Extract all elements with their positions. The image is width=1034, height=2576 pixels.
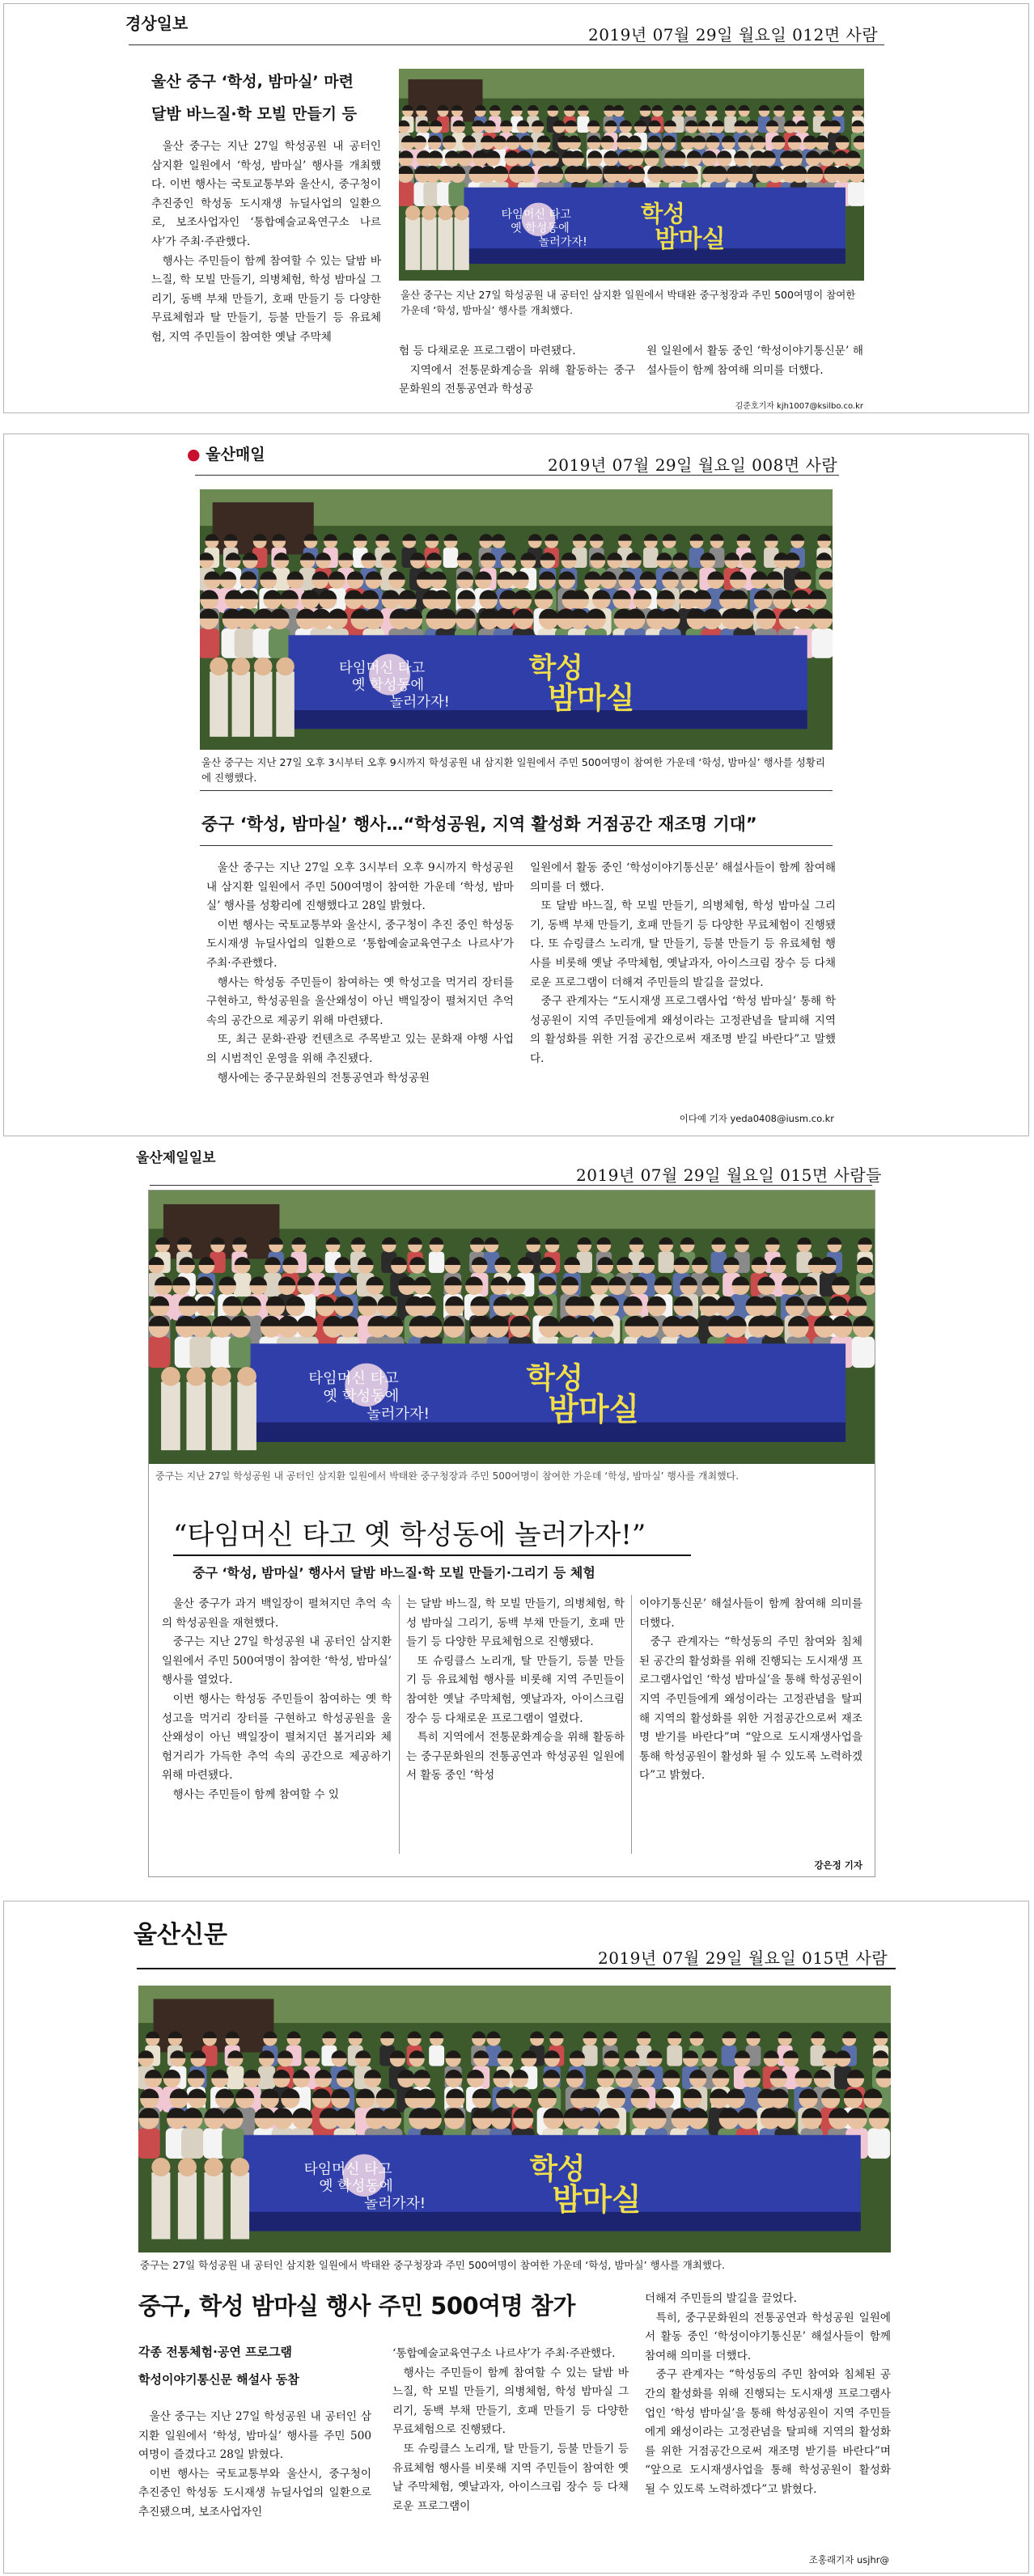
person-body — [232, 671, 251, 737]
person-body — [258, 2066, 275, 2089]
person-body — [161, 1382, 180, 1451]
person-face — [151, 2158, 170, 2176]
headline: “타임머신 타고 옛 학성동에 놀러가자!” — [173, 1519, 646, 1551]
person-body — [399, 182, 414, 206]
clip-gyeongsang-ilbo — [3, 3, 1029, 413]
article-column-1: 울산 중구가 과거 백일장이 펼쳐지던 추억 속의 학성공원을 재현했다. 중구는 지난 27일 학성공원 내 공터인 삼지환 일원에서 주민 500여명이 참여한 ‘학성, 밤마실’ 행사를 열었다. 이번 행사는 학성동 주민들이 참여하는 옛 학성고을 먹거리 장터를 구현하고 학성공원을 울산왜성이 아닌 백일장이 펼쳐지던 볼거리와 체험거리가 가득한 추억 속의 공간으로 제공하기 위해 마련됐다. 행사는 주민들이 함께 참여할 수 있 — [162, 1597, 392, 1801]
person-face — [186, 1367, 206, 1386]
banner-title-line1: 학성 — [526, 1360, 583, 1396]
column-divider — [631, 1595, 632, 1854]
crowd-photo-graphic — [138, 1986, 891, 2252]
person-body — [212, 1382, 231, 1451]
person-body — [454, 217, 468, 270]
person-body — [405, 217, 420, 270]
person-body — [722, 2045, 737, 2066]
clip-ulsan-maeil — [3, 434, 1029, 1136]
brand-dot-icon: ● — [187, 446, 201, 463]
person-body — [852, 1337, 875, 1368]
person-face — [254, 658, 273, 676]
banner-slogan-line3: 놀러가자! — [364, 2195, 426, 2213]
headline: 중구, 학성 밤마실 행사 주민 500여명 참가 — [138, 2292, 575, 2320]
person-body — [149, 1337, 171, 1368]
article-column-2: ‘통합예술교육연구소 나르샤’가 주최·주관했다. 행사는 주민들이 함께 참여할 수 있는 달밤 바느질, 학 모빌 만들기, 의병체험, 학성 밤마실 그리기, 동백 부채 만들기, 호패 만들기 등 다양한 무료체험으로 진행됐다. 또 슈링클스 노리개, 탈 만들기, 등불 만들기 등 유료체험 행사를 비롯해 지역 주민들이 참여한 옛날 주막체험, 옛날과자, 아이스크림 장수 등 다채로운 프로그램이 — [392, 2347, 629, 2513]
photo-caption: 울산 중구는 지난 27일 오후 3시부터 오후 9시까지 학성공원 내 삼지환 일원에서 주민 500여명이 참여한 가운데 ‘학성, 밤마실’ 행사를 성황리에 진행했다. — [201, 756, 825, 784]
clip-ulsan-sinmun — [3, 1901, 1029, 2574]
subheadline: 중구 ‘학성, 밤마실’ 행사서 달밤 바느질·학 모빌 만들기·그리기 등 체험 — [193, 1565, 595, 1580]
dateline: 2019년 07월 29일 월요일 008면 사람 — [548, 455, 838, 475]
person-body — [429, 1252, 444, 1273]
person-body — [438, 217, 452, 270]
person-body — [222, 2128, 244, 2159]
banner-title-line2: 밤마실 — [548, 1392, 640, 1429]
article-column-2: 일원에서 활동 중인 ‘학성이야기통신문’ 해설사들이 함께 참여해 의미를 더 했다. 또 달밤 바느질, 학 모빌 만들기, 의병체험, 학성 밤마실 그리기, 동백 부채 만들기, 호패 만들기 등 다양한 무료체험이 진행됐다. 또 슈링클스 노리개, 탈 만들기, 등불 만들기 등 유료체험 행사를 비롯해 옛날 주막체험, 옛날과자, 아이스크림 장수 등 다채로운 프로그램이 더해져 주민들의 발길을 끌었다. 중구 관계자는 “도시재생 프로그램사업 ‘학성 밤마실’ 통해 학성공원이 지역 주민들에게 왜성이라는 고정관념을 탈피해 지역의 활성화를 위한 거점 공간으로써 재조명 받길 바란다”고 말했다. — [530, 861, 836, 1065]
person-body — [848, 182, 864, 206]
person-face — [405, 205, 420, 220]
person-body — [204, 2172, 222, 2240]
banner-slogan-line2: 옛 학성동에 — [323, 1387, 400, 1405]
byline: 조홍래기자 usjhr@ — [808, 2554, 889, 2565]
person-face — [212, 1367, 231, 1386]
person-body — [151, 2172, 170, 2240]
person-body — [237, 1382, 256, 1451]
masthead: ● 울산매일 — [187, 446, 265, 463]
photo-caption: 울산 중구는 지난 27일 학성공원 내 공터인 삼지환 일원에서 박태완 중구청장과 주민 500여명이 참여한 가운데 ‘학성, 밤마실’ 행사를 개최했다. — [400, 289, 856, 316]
person-face — [438, 205, 452, 220]
dateline-rule — [195, 475, 839, 476]
banner-slogan-line3: 놀러가자! — [367, 1405, 430, 1423]
byline: 이다예 기자 yeda0408@iusm.co.kr — [679, 1113, 834, 1124]
banner-slogan-line1: 타임머신 타고 — [303, 2160, 392, 2178]
article-column-2: 험 등 다채로운 프로그램이 마련됐다. 지역에서 전통문화계승을 위해 활동하는 중구문화원의 전통공연과 학성공 — [399, 345, 635, 396]
clip-ulsan-jeil-ilbo — [0, 1136, 1034, 1889]
person-body — [189, 1337, 212, 1368]
person-face — [231, 2158, 249, 2176]
person-face — [454, 205, 468, 220]
caption-rule — [200, 790, 833, 791]
banner-title-line1: 학성 — [529, 2152, 586, 2186]
byline: 강은정 기자 — [814, 1859, 862, 1871]
person-body — [210, 671, 228, 737]
person-body — [231, 2172, 249, 2240]
person-body — [254, 671, 273, 737]
banner-title-line1: 학성 — [528, 652, 583, 685]
photo-caption: 중구는 27일 학성공원 내 공터인 삼지환 일원에서 박태완 중구청장과 주민 500여명이 참여한 가운데 ‘학성, 밤마실’ 행사를 개최했다. — [140, 2259, 725, 2271]
event-group-photo — [149, 1191, 875, 1464]
person-body — [443, 548, 458, 568]
headline-rule — [173, 1554, 691, 1556]
event-group-photo — [399, 69, 864, 281]
banner-slogan-line2: 옛 학성동에 — [319, 2177, 393, 2195]
person-body — [577, 116, 589, 133]
banner-slogan-line3: 놀러가자! — [389, 694, 450, 711]
crowd-photo-graphic — [149, 1191, 875, 1464]
banner-title-line1: 학성 — [641, 201, 685, 228]
article-column-1: 울산 중구는 지난 27일 학성공원 내 공터인 삼지환 일원에서 ‘학성, 밤마실’ 행사를 주민 500여명이 즐겼다고 28일 밝혔다. 이번 행사는 국토교통부와 울산시, 중구청이 추진중인 학성동 도시재생 뉴딜사업의 일환으로 추진됐으며, 보조사업자인 — [138, 2410, 371, 2519]
headline: 울산 중구 ‘학성, 밤마실’ 마련 달밤 바느질·학 모빌 만들기 등 — [151, 73, 357, 123]
person-body — [812, 628, 833, 658]
person-body — [659, 1252, 674, 1273]
person-body — [227, 2066, 244, 2089]
article-column-3: 더해져 주민들의 발길을 끌었다. 특히, 중구문화원의 전통공연과 학성공원 일원에서 활동 중인 ‘학성이야기통신문’ 해설사들이 함께 참여해 의미를 더했다. 중구 관계자는 “학성동의 주민 참여와 침체된 공간의 활성화를 위해 진행되는 도시재생 프로그램사업인 ‘학성 밤마실’을 통해 학성공원이 지역 주민들에게 왜성이라는 고정관념을 탈피해 지역의 활성화를 위한 거점공간으로써 재조명 받기를 바란다”며 “앞으로 도시재생사업을 통해 학성공원이 활성화 될 수 있도록 노력하겠다”고 밝혔다. — [645, 2292, 891, 2496]
person-body — [422, 217, 436, 270]
person-body — [186, 1382, 206, 1451]
crowd-photo-graphic — [399, 69, 864, 281]
headline-rule — [200, 845, 833, 846]
article-column-3: 원 일원에서 활동 중인 ‘학성이야기통신문’ 해설사들이 함께 참여해 의미를 더했다. — [646, 345, 863, 377]
article-column-1: 울산 중구는 지난 27일 학성공원 내 공터인 삼지환 일원에서 ‘학성, 밤마실’ 행사를 개최했다. 이번 행사는 국토교통부와 울산시, 중구청이 추진중인 학성동 도시재생 뉴딜사업의 일환으로, 보조사업자인 ‘통합예술교육연구소 나르샤’가 주최·주관했다. 행사는 주민들이 함께 참여할 수 있는 달밤 바느질, 학 모빌 만들기, 의병체험, 학성 밤마실 그리기, 동백 부채 만들기, 호패 만들기 등 다양한 무료체험과 탈 만들기, 등불 만들기 등 유료체험, 지역 주민들이 참여한 옛날 주막체 — [151, 140, 381, 344]
person-body — [448, 182, 466, 206]
person-body — [178, 2172, 197, 2240]
person-face — [210, 658, 228, 676]
person-body — [667, 2045, 682, 2066]
photo-caption: 중구는 지난 27일 학성공원 내 공터인 삼지환 일원에서 박태완 중구청장과 주민 500여명이 참여한 가운데 ‘학성, 밤마실’ 행사를 개최했다. — [155, 1470, 739, 1482]
person-face — [422, 205, 436, 220]
person-body — [181, 2128, 204, 2159]
article-frame — [148, 1190, 875, 1877]
masthead: 울산신문 — [133, 1921, 227, 1949]
person-face — [178, 2158, 197, 2176]
article-column-1: 울산 중구는 지난 27일 오후 3시부터 오후 9시까지 학성공원 내 삼지환 일원에서 주민 500여명이 참여한 가운데 ‘학성, 밤마실’ 행사를 성황리에 진행했다고 28일 밝혔다. 이번 행사는 국토교통부와 울산시, 중구청이 추진 중인 학성동 도시재생 뉴딜사업의 일환으로 ‘통합예술교육연구소 나르샤’가 주최·주관했다. 행사는 학성동 주민들이 참여하는 옛 학성고을 먹거리 장터를 구현하고, 학성공원을 울산왜성이 아닌 백일장이 펼쳐지던 추억 속의 공간으로 제공키 위해 마련됐다. 또, 최근 문화·관광 컨텐츠로 주목받고 있는 문화재 야행 사업의 시범적인 운영을 위해 추진됐다. 행사에는 중구문화원의 전통공연과 학성공원 — [206, 861, 514, 1085]
banner-slogan-line2: 옛 학성동에 — [511, 222, 570, 235]
person-face — [276, 658, 295, 676]
banner-slogan-line3: 놀러가자! — [538, 235, 587, 249]
article-column-3: 이야기통신문’ 해설사들이 함께 참여해 의미를 더했다. 중구 관계자는 “학성동의 주민 참여와 침체된 공간의 활성화를 위해 진행되는 도시재생 프로그램사업인 ‘학성 밤마실’을 통해 학성공원이 지역 주민들에게 왜성이라는 고정관념을 탈피해 지역의 활성화를 위한 거점공간으로써 재조명 받기를 바란다”며 “앞으로 도시재생사업을 통해 학성공원이 활성화 될 수 있도록 노력하겠다”고 밝혔다. — [639, 1597, 862, 1783]
person-body — [269, 628, 290, 658]
person-body — [868, 2128, 891, 2159]
dateline: 2019년 07월 29일 월요일 015면 사람들 — [576, 1165, 882, 1185]
person-body — [643, 548, 658, 568]
subheadline: 각종 전통체험·공연 프로그램 학성이야기통신문 해설사 동참 — [138, 2345, 299, 2387]
crowd-photo-graphic — [200, 489, 833, 750]
banner-slogan-line1: 타임머신 타고 — [501, 208, 571, 222]
masthead: 울산제일일보 — [136, 1150, 216, 1166]
article-column-2: 는 달밤 바느질, 학 모빌 만들기, 의병체험, 학성 밤마실 그리기, 동백 부채 만들기, 호패 만들기 등 다양한 무료체험으로 진행됐다. 또 슈링클스 노리개, 탈 만들기, 등불 만들기 등 유료체험 행사를 비롯해 지역 주민들이 참여한 옛날 주막체험, 옛날과자, 아이스크림 장수 등 다채로운 프로그램이 열렸다. 특히 지역에서 전통문화계승을 위해 활동하는 중구문화원의 전통공연과 학성공원 일원에서 활동 중인 ‘학성 — [406, 1597, 625, 1783]
person-face — [161, 1367, 180, 1386]
dateline-rule — [150, 1185, 872, 1186]
event-group-photo — [138, 1986, 891, 2252]
masthead: 경상일보 — [125, 14, 189, 33]
person-body — [138, 2128, 160, 2159]
byline: 김준호기자 kjh1007@ksilbo.co.kr — [735, 402, 863, 411]
person-body — [583, 2045, 598, 2066]
event-group-photo — [200, 489, 833, 750]
dateline: 2019년 07월 29일 월요일 012면 사람 — [588, 25, 879, 44]
person-face — [232, 658, 251, 676]
person-body — [429, 2045, 444, 2066]
person-face — [204, 2158, 222, 2176]
person-body — [276, 671, 295, 737]
person-face — [237, 1367, 256, 1386]
dateline: 2019년 07월 29일 월요일 015면 사람 — [598, 1948, 888, 1968]
dateline-rule — [137, 1968, 896, 1969]
person-body — [200, 628, 219, 658]
headline: 중구 ‘학성, 밤마실’ 행사…“학성공원, 지역 활성화 거점공간 재조명 기대” — [201, 814, 757, 834]
banner-title-line2: 밤마실 — [552, 2181, 642, 2218]
person-body — [229, 1337, 252, 1368]
banner-title-line2: 밤마실 — [548, 680, 635, 716]
banner-title-line2: 밤마실 — [655, 225, 726, 254]
banner-slogan-line1: 타임머신 타고 — [339, 660, 426, 677]
column-divider — [399, 1595, 400, 1854]
person-body — [234, 1273, 252, 1296]
banner-slogan-line1: 타임머신 타고 — [308, 1369, 399, 1387]
dateline-rule — [129, 44, 884, 45]
banner-slogan-line2: 옛 학성동에 — [351, 677, 425, 694]
